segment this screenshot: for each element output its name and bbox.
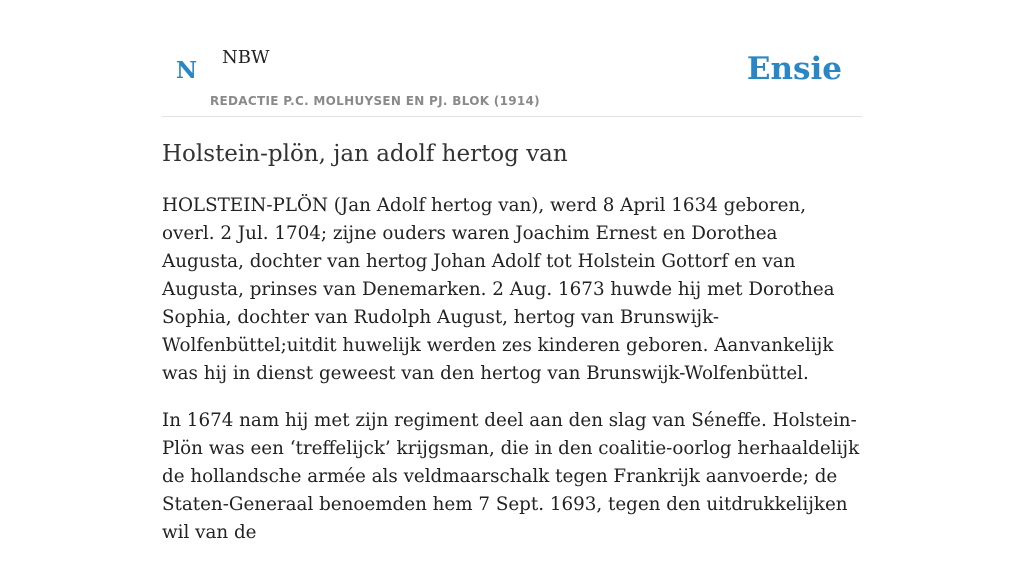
article-paragraph: HOLSTEIN-PLÖN (Jan Adolf hertog van), werd 8 April 1634 geboren, overl. 2 Jul. 1704; zijne ouders waren Joachim Ernest en Dorothea Augusta, dochter van hertog Johan Adolf tot Holstein Gottorf en van Augusta, prinses van Denemarken. 2 Aug. 1673 huwde hij met Dorothea Sophia, dochter van Rudolph August, hertog van Brunswijk-Wolfenbüttel;uitdit huwelijk werden zes kinderen geboren. Aanvankelijk was hij in dienst geweest van den hertog van Brunswijk-Wolfenbüttel.	[162, 195, 835, 384]
source-logo[interactable]: N	[176, 57, 198, 84]
ensie-logo[interactable]: Ensie	[746, 51, 842, 87]
article-body	[162, 192, 862, 566]
page-title: Holstein-plön, jan adolf hertog van	[162, 141, 568, 167]
source-header	[162, 0, 862, 117]
source-subtitle: REDACTIE P.C. MOLHUYSEN EN PJ. BLOK (1914)	[210, 94, 540, 108]
article-paragraph: In 1674 nam hij met zijn regiment deel aan den slag van Séneffe. Holstein-Plön was een ‘treffelijck’ krijgsman, die in den coalitie-oorlog herhaaldelijk de hollandsche armée als veldmaarschalk tegen Frankrijk aanvoerde; de Staten-Generaal benoemden hem 7 Sept. 1693, tegen den uitdrukkelijken wil van de	[162, 410, 860, 543]
source-name[interactable]: NBW	[222, 47, 270, 68]
